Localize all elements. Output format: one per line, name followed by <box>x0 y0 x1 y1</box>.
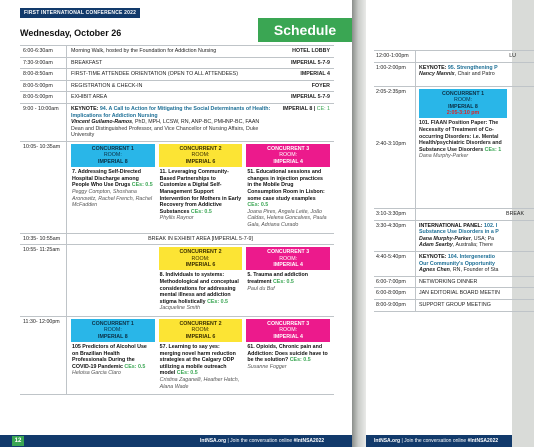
time-cells <box>374 87 416 208</box>
ce-credits: CE: 1 <box>316 105 330 112</box>
panel-title-line2: Substance Use Disorders in a P <box>419 229 499 236</box>
book-gutter <box>352 0 366 447</box>
break-text: BREAK IN EXHIBIT AREA [IMPERIAL 5-7-9] <box>148 235 253 242</box>
speaker-details: , RN, Founder of Sta <box>449 267 499 274</box>
ce-credits: CEs: 0.5 <box>131 182 153 189</box>
room-name: IMPERIAL 4 <box>273 158 303 165</box>
concurrent-cell <box>67 245 334 316</box>
concurrent-header <box>159 144 243 167</box>
footer-join: | Join the conversation online <box>400 438 468 444</box>
concurrent-cell <box>67 317 334 394</box>
time-cell: 10:05- 10:35am <box>20 142 67 233</box>
keynote-cell <box>416 252 534 276</box>
event-text: FIRST-TIME ATTENDEE ORIENTATION (OPEN TO ALL ATTENDEES) <box>71 71 238 78</box>
session-authors: Phyllis Raynor <box>159 215 194 222</box>
session-title: 5. Trauma and addiction treatment <box>247 272 308 285</box>
concurrent-title: CONCURRENT 3 <box>267 320 310 327</box>
footer-text <box>374 435 498 447</box>
speaker-affiliation: Dean and Distinguished Professor, and Vice Chancellor of Nursing Affairs, Duke University <box>71 125 259 139</box>
keynote-cell <box>416 63 534 86</box>
event-text: BREAKFAST <box>71 59 103 66</box>
keynote-label: KEYNOTE: <box>419 253 447 260</box>
time-cell: 3:30-4:30pm <box>374 221 416 251</box>
concurrent-2 <box>159 144 243 231</box>
time-cell: 6:00-8:00pm <box>374 288 416 299</box>
event-cell: NETWORKING DINNER <box>419 278 478 285</box>
room-label: ROOM: <box>454 97 472 104</box>
time-cell: 10:55- 11:25am <box>20 245 67 316</box>
session-authors: Paul du Buf <box>247 285 275 292</box>
session-title <box>419 118 507 153</box>
location: HOTEL LOBBY <box>292 48 330 54</box>
keynote-label: KEYNOTE: <box>419 64 447 71</box>
speaker-name: Nancy Mannix <box>419 71 455 78</box>
concurrent-header <box>246 144 330 167</box>
ce-credits: CEs: 0.5 <box>124 363 146 370</box>
ce-credits: CEs: 0.5 <box>247 202 269 209</box>
day-title: Wednesday, October 26 <box>20 28 122 38</box>
ce-credits: CEs: 1 <box>484 146 502 153</box>
time-cell: 8:00-5:00pm <box>20 81 67 92</box>
room-name: IMPERIAL 6 <box>185 158 216 165</box>
room-label: ROOM: <box>103 327 122 334</box>
session-title: 11. Leveraging Community-Based Partnerships to Customize a Digital Self-Management Support Intervention for Mothers in Early Recovery from Addictive Substances <box>159 169 242 215</box>
concurrent-block <box>374 87 534 209</box>
break-text: BREAK <box>506 210 524 217</box>
session-title: 57. Learning to say yes: merging novel harm reduction strategies at the Calgary ODP utilizing a mobile outreach model <box>159 344 236 377</box>
session-title: 7. Addressing Self-Directed Hospital Discharge among People Who Use Drugs <box>72 169 141 189</box>
location: FOYER <box>311 82 330 89</box>
keynote-cell <box>67 104 334 141</box>
room-label: ROOM: <box>279 327 298 334</box>
table-row <box>374 277 534 289</box>
location: IMPERIAL 4 <box>300 71 330 78</box>
concurrent-cell <box>67 142 334 233</box>
footer-join: | Join the conversation online <box>226 438 294 444</box>
event-cell <box>67 58 334 69</box>
concurrent-3 <box>246 319 330 392</box>
site-link[interactable]: IntNSA.org <box>200 438 227 444</box>
break-row <box>374 209 534 221</box>
room-label: ROOM: <box>279 152 298 159</box>
time-cell: 3:10-3:30pm <box>374 209 416 220</box>
panel-title: 102. I <box>484 222 498 229</box>
event-text: EXHIBIT AREA <box>71 94 108 101</box>
time-cell: 8:00-5:00pm <box>20 92 67 103</box>
room-name: IMPERIAL 4 <box>273 333 303 340</box>
session-title: 105 Predictors of Alcohol Use on Brazilian Health Professionals During the COVID-19 Pandemic <box>72 344 147 370</box>
time-cell: 7:30-9:00am <box>20 58 67 69</box>
event-cell <box>67 81 334 92</box>
right-page <box>366 0 524 447</box>
table-row <box>20 45 334 58</box>
event-text: REGISTRATION & CHECK-IN <box>71 82 143 89</box>
concurrent-3 <box>246 144 330 231</box>
table-row <box>374 50 534 63</box>
table-row <box>374 300 534 312</box>
concurrent-3 <box>246 247 330 314</box>
session-title: 8. Individuals to systems: Methodological and conceptual considerations for addressing mental illness and addiction stigma holistically <box>159 272 239 305</box>
concurrent-header <box>159 247 243 270</box>
keynote-label: KEYNOTE: <box>71 105 99 112</box>
session-authors: Peggy Compton, Shoshana Aronowitz, Rachel French, Rachel McFadden <box>72 188 153 209</box>
concurrent-header <box>246 247 330 270</box>
event-cell <box>67 92 334 103</box>
schedule-tab: Schedule <box>258 18 352 42</box>
time-cell: 1:00-2:00pm <box>374 63 416 86</box>
session-title: 51. Educational sessions and changes in injection practices in the Mobile Drug Consumption Room in Lisbon: some case study examples <box>247 169 325 202</box>
session-time: 2:05-3:10 pm <box>446 110 480 116</box>
event-text: Morning Walk, hosted by the Foundation for Addiction Nursing <box>71 48 217 54</box>
ce-credits: CEs: 0.5 <box>289 357 311 364</box>
room-name: IMPERIAL 6 <box>185 261 216 268</box>
room-label: ROOM: <box>191 152 210 159</box>
table-row <box>20 69 334 81</box>
panel-cell <box>416 221 534 251</box>
footer <box>0 435 352 447</box>
concurrent-header <box>419 89 507 119</box>
concurrent-header <box>71 319 155 342</box>
location: IMPERIAL 8 <box>282 105 313 112</box>
table-row <box>20 81 334 93</box>
speaker-name: Vincent Guilamo-Ramos <box>71 119 133 126</box>
keynote-row <box>374 63 534 87</box>
keynote-title: 94. A Call to Action for Mitigating the Social Determinants of Health: Implications for Addiction Nursing <box>71 105 271 119</box>
concurrent-title: CONCURRENT 2 <box>179 145 222 152</box>
room-name: IMPERIAL 4 <box>273 261 303 268</box>
table-row <box>374 288 534 300</box>
concurrent-header <box>246 319 330 342</box>
concurrent-title: CONCURRENT 2 <box>179 320 222 327</box>
concurrent-title: CONCURRENT 1 <box>441 90 485 97</box>
event-cell: JAN EDITORIAL BOARD MEETIN <box>419 290 500 297</box>
hashtag: #IntNSA2022 <box>467 438 499 444</box>
speaker-name: Dana Murphy-Parker <box>419 235 471 242</box>
room-name: IMPERIAL 8 <box>448 103 478 110</box>
keynote-row <box>374 252 534 277</box>
event-cell: SUPPORT GROUP MEETING <box>419 301 491 308</box>
schedule-table <box>20 45 334 395</box>
time-cell: 8:00-9:00pm <box>374 300 416 311</box>
concurrent-2 <box>159 247 243 314</box>
time-cell: 6:00-7:00pm <box>374 277 416 288</box>
concurrent-cell <box>416 87 534 208</box>
keynote-location: IMPERIAL 8 | CE: 1 <box>282 105 330 112</box>
table-row <box>20 92 334 104</box>
concurrent-title: CONCURRENT 2 <box>179 249 222 256</box>
room-label: ROOM: <box>279 255 298 262</box>
speaker-details: , Chair and Patro <box>454 71 495 78</box>
event-cell <box>67 46 334 57</box>
speaker-name: Agnes Chen <box>419 267 450 274</box>
speaker-credentials: , PhD, MPH, LCSW, RN, ANP-BC, PMHNP-BC, FAAN <box>132 119 260 126</box>
concurrent-title: CONCURRENT 3 <box>267 145 310 152</box>
ce-credits: CEs: 0.5 <box>272 278 294 285</box>
location: IMPERIAL 5-7-9 <box>290 94 330 101</box>
hashtag: #IntNSA2022 <box>293 438 325 444</box>
time-cell: 10:35- 10:55am <box>20 234 67 245</box>
session-authors: Heloisa Garcia Claro <box>72 370 121 377</box>
time-cell: 2:40-3:10pm <box>376 141 406 148</box>
room-name: IMPERIAL 6 <box>185 333 216 340</box>
time-cell: 12:00-1:00pm <box>374 51 416 62</box>
event-cell <box>416 209 534 220</box>
ce-credits: CEs: 0.5 <box>207 298 228 305</box>
room-name: IMPERIAL 8 <box>98 333 128 340</box>
session-authors: Dana Murphy-Parker <box>419 153 469 160</box>
event-cell <box>416 51 534 62</box>
schedule-table <box>374 50 534 312</box>
event-cell <box>67 69 334 80</box>
break-row <box>20 234 334 246</box>
session-title: 61. Opioids, Chronic pain and Addiction: Does suicide have to be the solution? <box>247 344 328 364</box>
room-label: ROOM: <box>191 327 210 334</box>
footer <box>366 435 512 447</box>
concurrent-1 <box>71 319 155 392</box>
speaker-details: , USA; Pa <box>470 235 495 242</box>
ce-credits: CEs: 0.5 <box>176 370 198 377</box>
concurrent-empty <box>71 247 155 314</box>
concurrent-block <box>20 142 334 234</box>
ce-credits: CEs: 0.5 <box>190 208 212 215</box>
room-label: ROOM: <box>191 255 210 262</box>
concurrent-title: CONCURRENT 1 <box>91 320 134 327</box>
conference-banner: FIRST INTERNATIONAL CONFERENCE 2022 <box>20 8 140 18</box>
time-cell: 2:05-2:35pm <box>376 88 406 95</box>
concurrent-header <box>159 319 243 342</box>
time-cell: 9:00 - 10:00am <box>20 104 67 141</box>
concurrent-2 <box>159 319 243 392</box>
session-authors: Jacqueline Smith <box>159 305 201 312</box>
panel-label: INTERNATIONAL PANEL: <box>419 222 483 229</box>
keynote-title: 104. Intergeneratio <box>447 253 495 260</box>
concurrent-header <box>71 144 155 167</box>
concurrent-title: CONCURRENT 3 <box>267 249 310 256</box>
concurrent-block <box>20 245 334 317</box>
panel-row <box>374 221 534 252</box>
footer-text <box>200 435 324 447</box>
table-row <box>20 58 334 70</box>
keynote-row <box>20 104 334 142</box>
room-label: ROOM: <box>103 152 122 159</box>
speaker-details: , Australia; There <box>452 242 493 249</box>
event-text: LU <box>509 53 516 59</box>
concurrent-block <box>20 317 334 395</box>
session-authors: Cristina Zaganelli, Heather Hatch, Alana Wade <box>159 377 240 390</box>
page-number: 12 <box>12 436 24 446</box>
speaker-name: Adam Searby <box>419 242 453 249</box>
session-authors: Susanne Fogger <box>247 363 287 370</box>
session-title-text: 101. FIAAN Position Paper: The Necessity of Treatment of Co-occurring Disorders: i.e. Mental Health/psychiatric Disorders and Substance Use Disorders <box>419 120 502 153</box>
time-cell: 8:00-8:50am <box>20 69 67 80</box>
session-authors: Joana Pires, Angela Leite, João Caldas, Helena Goncalves, Paula Gala, Adriana Curado <box>247 208 327 228</box>
keynote-title: 95. Strengthening P <box>447 64 498 71</box>
room-name: IMPERIAL 8 <box>98 158 128 165</box>
site-link[interactable]: IntNSA.org <box>374 438 401 444</box>
keynote-title-line2: Our Community's Opportunity <box>419 260 496 267</box>
concurrent-1 <box>71 144 155 231</box>
concurrent-title: CONCURRENT 1 <box>91 145 134 152</box>
location: IMPERIAL 5-7-9 <box>290 59 330 66</box>
time-cell: 4:40-5:40pm <box>374 252 416 276</box>
time-cell: 11:30- 12:00pm <box>20 317 67 394</box>
time-cell: 6:00-6:30am <box>20 46 67 57</box>
